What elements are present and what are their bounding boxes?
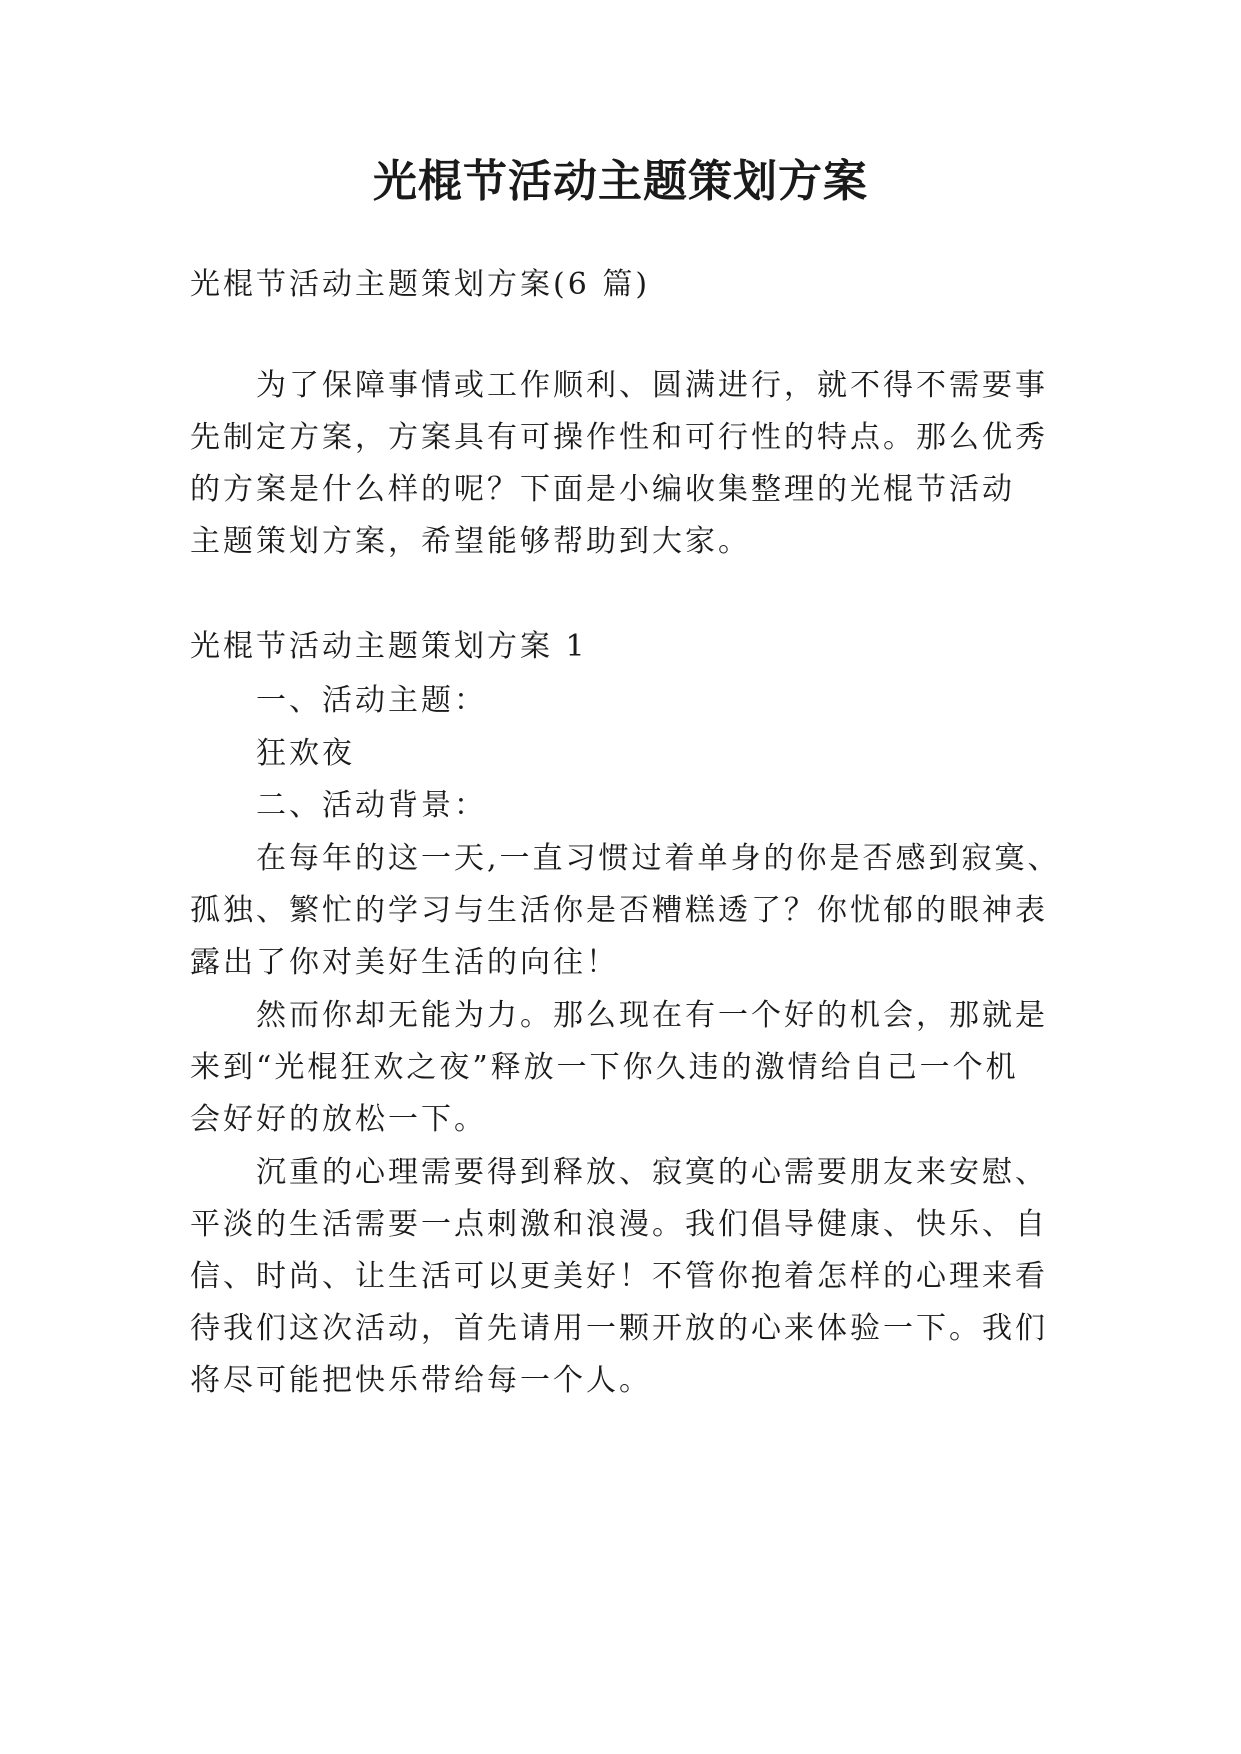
section-heading: 光棍节活动主题策划方案 1 — [190, 629, 588, 664]
paragraph-line: 然而你却无能为力。那么现在有一个好的机会，那就是 — [256, 998, 1048, 1033]
background-heading: 二、活动背景： — [256, 788, 487, 823]
intro-line: 为了保障事情或工作顺利、圆满进行，就不得不需要事 — [256, 368, 1048, 403]
paragraph-line: 将尽可能把快乐带给每一个人。 — [190, 1363, 652, 1398]
document-title: 光棍节活动主题策划方案 — [373, 156, 868, 207]
document-subtitle: 光棍节活动主题策划方案(6 篇) — [190, 267, 651, 302]
paragraph-line: 来到“光棍狂欢之夜”释放一下你久违的激情给自己一个机 — [190, 1050, 1019, 1085]
intro-line: 的方案是什么样的呢？下面是小编收集整理的光棍节活动 — [190, 472, 1015, 507]
paragraph-line: 孤独、繁忙的学习与生活你是否糟糕透了？你忧郁的眼神表 — [190, 893, 1048, 928]
paragraph-line: 沉重的心理需要得到释放、寂寞的心需要朋友来安慰、 — [256, 1155, 1048, 1190]
intro-line: 主题策划方案，希望能够帮助到大家。 — [190, 524, 751, 559]
theme-heading: 一、活动主题： — [256, 683, 487, 718]
paragraph-line: 露出了你对美好生活的向往！ — [190, 945, 619, 980]
paragraph-line: 在每年的这一天,一直习惯过着单身的你是否感到寂寞、 — [256, 841, 1061, 876]
theme-value: 狂欢夜 — [256, 736, 355, 771]
intro-line: 先制定方案，方案具有可操作性和可行性的特点。那么优秀 — [190, 420, 1048, 455]
paragraph-line: 信、时尚、让生活可以更美好！不管你抱着怎样的心理来看 — [190, 1259, 1048, 1294]
paragraph-line: 会好好的放松一下。 — [190, 1102, 487, 1137]
paragraph-line: 待我们这次活动，首先请用一颗开放的心来体验一下。我们 — [190, 1311, 1048, 1346]
paragraph-line: 平淡的生活需要一点刺激和浪漫。我们倡导健康、快乐、自 — [190, 1207, 1048, 1242]
